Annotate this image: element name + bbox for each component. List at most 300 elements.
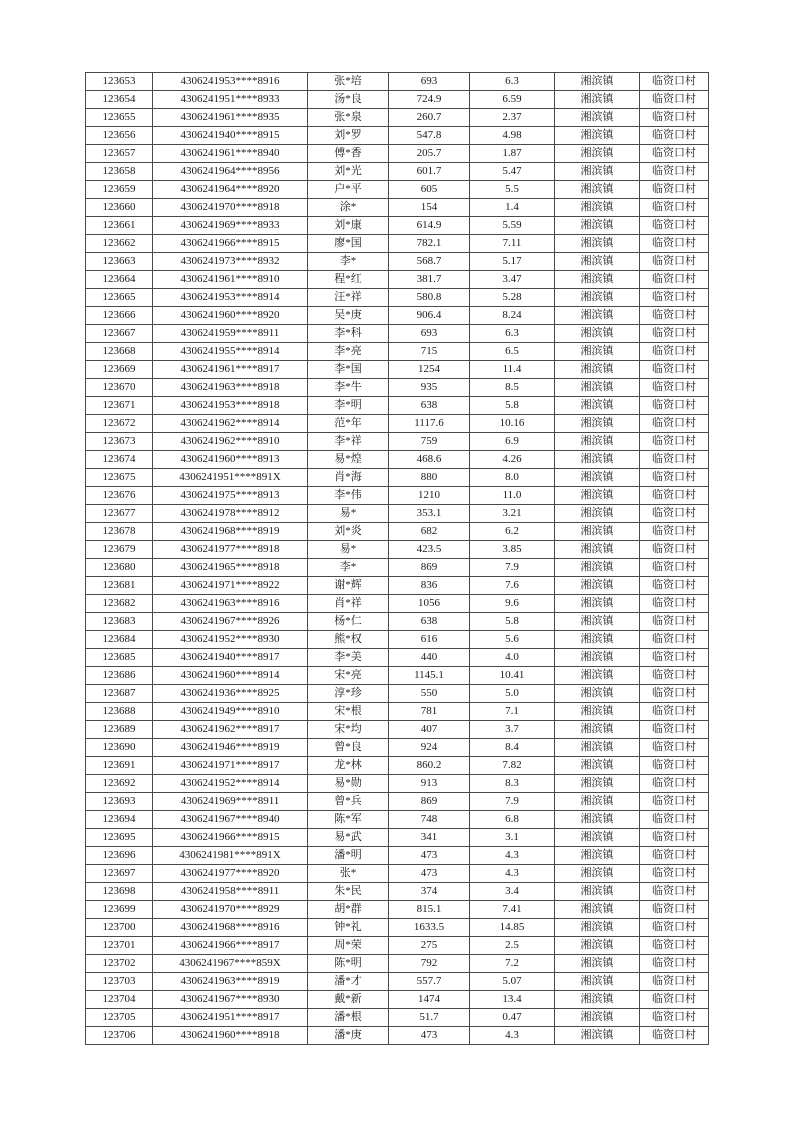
- cell-village: 临资口村: [640, 703, 709, 721]
- cell-amount: 1633.5: [389, 919, 470, 937]
- cell-name: 易*勋: [308, 775, 389, 793]
- cell-name: 易*武: [308, 829, 389, 847]
- cell-town: 湘滨镇: [555, 757, 640, 775]
- cell-serial: 123682: [86, 595, 153, 613]
- cell-village: 临资口村: [640, 577, 709, 595]
- cell-name: 曾*兵: [308, 793, 389, 811]
- cell-town: 湘滨镇: [555, 775, 640, 793]
- cell-village: 临资口村: [640, 721, 709, 739]
- cell-amount: 1254: [389, 361, 470, 379]
- cell-amount: 715: [389, 343, 470, 361]
- cell-amount: 605: [389, 181, 470, 199]
- cell-name: 李*美: [308, 649, 389, 667]
- cell-town: 湘滨镇: [555, 235, 640, 253]
- cell-id-number: 4306241963****8919: [153, 973, 308, 991]
- cell-name: 涂*: [308, 199, 389, 217]
- cell-town: 湘滨镇: [555, 541, 640, 559]
- cell-area: 5.8: [470, 613, 555, 631]
- cell-amount: 748: [389, 811, 470, 829]
- cell-area: 9.6: [470, 595, 555, 613]
- cell-id-number: 4306241953****8916: [153, 73, 308, 91]
- cell-serial: 123705: [86, 1009, 153, 1027]
- cell-id-number: 4306241959****8911: [153, 325, 308, 343]
- cell-amount: 913: [389, 775, 470, 793]
- table-row: [86, 1009, 709, 1027]
- cell-area: 11.0: [470, 487, 555, 505]
- cell-id-number: 4306241951****891X: [153, 469, 308, 487]
- cell-id-number: 4306241981****891X: [153, 847, 308, 865]
- cell-town: 湘滨镇: [555, 415, 640, 433]
- cell-amount: 693: [389, 73, 470, 91]
- cell-area: 10.41: [470, 667, 555, 685]
- cell-town: 湘滨镇: [555, 253, 640, 271]
- cell-id-number: 4306241966****8915: [153, 235, 308, 253]
- cell-area: 14.85: [470, 919, 555, 937]
- cell-area: 4.26: [470, 451, 555, 469]
- cell-town: 湘滨镇: [555, 91, 640, 109]
- cell-name: 宋*亮: [308, 667, 389, 685]
- cell-town: 湘滨镇: [555, 325, 640, 343]
- cell-serial: 123686: [86, 667, 153, 685]
- cell-serial: 123656: [86, 127, 153, 145]
- cell-town: 湘滨镇: [555, 721, 640, 739]
- cell-village: 临资口村: [640, 631, 709, 649]
- cell-id-number: 4306241977****8920: [153, 865, 308, 883]
- table-row: [86, 487, 709, 505]
- cell-town: 湘滨镇: [555, 73, 640, 91]
- cell-id-number: 4306241964****8956: [153, 163, 308, 181]
- cell-serial: 123668: [86, 343, 153, 361]
- cell-id-number: 4306241963****8918: [153, 379, 308, 397]
- cell-amount: 1210: [389, 487, 470, 505]
- cell-name: 李*牛: [308, 379, 389, 397]
- cell-id-number: 4306241961****8940: [153, 145, 308, 163]
- cell-serial: 123658: [86, 163, 153, 181]
- table-row: [86, 847, 709, 865]
- cell-serial: 123663: [86, 253, 153, 271]
- cell-area: 7.9: [470, 559, 555, 577]
- cell-amount: 782.1: [389, 235, 470, 253]
- cell-id-number: 4306241962****8914: [153, 415, 308, 433]
- cell-area: 8.5: [470, 379, 555, 397]
- subsidy-table: [85, 72, 709, 1045]
- cell-area: 7.41: [470, 901, 555, 919]
- cell-amount: 341: [389, 829, 470, 847]
- cell-id-number: 4306241967****8926: [153, 613, 308, 631]
- cell-serial: 123693: [86, 793, 153, 811]
- cell-amount: 1117.6: [389, 415, 470, 433]
- table-row: [86, 703, 709, 721]
- cell-area: 4.3: [470, 847, 555, 865]
- cell-id-number: 4306241960****8913: [153, 451, 308, 469]
- cell-village: 临资口村: [640, 649, 709, 667]
- cell-amount: 638: [389, 613, 470, 631]
- table-row: [86, 505, 709, 523]
- cell-area: 7.11: [470, 235, 555, 253]
- cell-town: 湘滨镇: [555, 451, 640, 469]
- cell-serial: 123659: [86, 181, 153, 199]
- cell-amount: 547.8: [389, 127, 470, 145]
- cell-name: 张*泉: [308, 109, 389, 127]
- cell-serial: 123678: [86, 523, 153, 541]
- cell-name: 吴*庚: [308, 307, 389, 325]
- cell-serial: 123684: [86, 631, 153, 649]
- cell-serial: 123676: [86, 487, 153, 505]
- cell-id-number: 4306241977****8918: [153, 541, 308, 559]
- cell-area: 4.3: [470, 1027, 555, 1045]
- cell-village: 临资口村: [640, 991, 709, 1009]
- cell-village: 临资口村: [640, 793, 709, 811]
- cell-id-number: 4306241940****8915: [153, 127, 308, 145]
- cell-id-number: 4306241970****8918: [153, 199, 308, 217]
- cell-village: 临资口村: [640, 865, 709, 883]
- cell-village: 临资口村: [640, 775, 709, 793]
- cell-serial: 123703: [86, 973, 153, 991]
- cell-name: 李*: [308, 253, 389, 271]
- cell-name: 谢*辉: [308, 577, 389, 595]
- table-row: [86, 181, 709, 199]
- cell-amount: 473: [389, 847, 470, 865]
- cell-amount: 614.9: [389, 217, 470, 235]
- cell-town: 湘滨镇: [555, 955, 640, 973]
- cell-id-number: 4306241946****8919: [153, 739, 308, 757]
- cell-id-number: 4306241961****8910: [153, 271, 308, 289]
- table-row: [86, 163, 709, 181]
- table-row: [86, 343, 709, 361]
- cell-town: 湘滨镇: [555, 199, 640, 217]
- cell-amount: 473: [389, 1027, 470, 1045]
- cell-village: 临资口村: [640, 757, 709, 775]
- cell-serial: 123695: [86, 829, 153, 847]
- cell-id-number: 4306241949****8910: [153, 703, 308, 721]
- cell-village: 临资口村: [640, 829, 709, 847]
- cell-area: 1.87: [470, 145, 555, 163]
- cell-town: 湘滨镇: [555, 811, 640, 829]
- cell-serial: 123677: [86, 505, 153, 523]
- cell-area: 8.4: [470, 739, 555, 757]
- table-row: [86, 289, 709, 307]
- cell-village: 临资口村: [640, 613, 709, 631]
- table-row: [86, 451, 709, 469]
- cell-amount: 869: [389, 793, 470, 811]
- cell-id-number: 4306241960****8920: [153, 307, 308, 325]
- cell-amount: 693: [389, 325, 470, 343]
- cell-serial: 123704: [86, 991, 153, 1009]
- cell-amount: 601.7: [389, 163, 470, 181]
- cell-town: 湘滨镇: [555, 739, 640, 757]
- cell-name: 刘*康: [308, 217, 389, 235]
- cell-id-number: 4306241966****8915: [153, 829, 308, 847]
- cell-village: 临资口村: [640, 109, 709, 127]
- cell-town: 湘滨镇: [555, 973, 640, 991]
- cell-name: 汪*祥: [308, 289, 389, 307]
- cell-village: 临资口村: [640, 91, 709, 109]
- cell-serial: 123702: [86, 955, 153, 973]
- cell-serial: 123689: [86, 721, 153, 739]
- cell-village: 临资口村: [640, 145, 709, 163]
- table-row: [86, 883, 709, 901]
- cell-id-number: 4306241955****8914: [153, 343, 308, 361]
- cell-serial: 123661: [86, 217, 153, 235]
- table-row: [86, 127, 709, 145]
- cell-serial: 123697: [86, 865, 153, 883]
- cell-name: 周*荣: [308, 937, 389, 955]
- cell-serial: 123701: [86, 937, 153, 955]
- cell-area: 7.2: [470, 955, 555, 973]
- cell-name: 潘*根: [308, 1009, 389, 1027]
- cell-name: 朱*民: [308, 883, 389, 901]
- cell-town: 湘滨镇: [555, 523, 640, 541]
- cell-serial: 123696: [86, 847, 153, 865]
- cell-serial: 123683: [86, 613, 153, 631]
- cell-town: 湘滨镇: [555, 307, 640, 325]
- cell-name: 刘*炎: [308, 523, 389, 541]
- cell-town: 湘滨镇: [555, 217, 640, 235]
- cell-area: 4.3: [470, 865, 555, 883]
- cell-village: 临资口村: [640, 667, 709, 685]
- cell-town: 湘滨镇: [555, 865, 640, 883]
- cell-area: 6.2: [470, 523, 555, 541]
- cell-amount: 473: [389, 865, 470, 883]
- cell-name: 易*: [308, 505, 389, 523]
- cell-amount: 924: [389, 739, 470, 757]
- cell-serial: 123698: [86, 883, 153, 901]
- cell-amount: 724.9: [389, 91, 470, 109]
- cell-amount: 51.7: [389, 1009, 470, 1027]
- table-row: [86, 919, 709, 937]
- table-row: [86, 955, 709, 973]
- cell-id-number: 4306241964****8920: [153, 181, 308, 199]
- cell-town: 湘滨镇: [555, 937, 640, 955]
- table-row: [86, 415, 709, 433]
- cell-name: 钟*礼: [308, 919, 389, 937]
- cell-town: 湘滨镇: [555, 433, 640, 451]
- cell-town: 湘滨镇: [555, 379, 640, 397]
- cell-id-number: 4306241951****8917: [153, 1009, 308, 1027]
- table-row: [86, 721, 709, 739]
- cell-area: 3.21: [470, 505, 555, 523]
- cell-area: 7.1: [470, 703, 555, 721]
- cell-id-number: 4306241951****8933: [153, 91, 308, 109]
- table-row: [86, 253, 709, 271]
- cell-id-number: 4306241969****8911: [153, 793, 308, 811]
- cell-town: 湘滨镇: [555, 109, 640, 127]
- cell-village: 临资口村: [640, 739, 709, 757]
- cell-id-number: 4306241967****8940: [153, 811, 308, 829]
- table-row: [86, 559, 709, 577]
- cell-amount: 1145.1: [389, 667, 470, 685]
- cell-town: 湘滨镇: [555, 649, 640, 667]
- cell-amount: 468.6: [389, 451, 470, 469]
- table-row: [86, 901, 709, 919]
- cell-name: 陈*军: [308, 811, 389, 829]
- cell-serial: 123675: [86, 469, 153, 487]
- cell-name: 淳*珍: [308, 685, 389, 703]
- cell-amount: 374: [389, 883, 470, 901]
- cell-town: 湘滨镇: [555, 163, 640, 181]
- cell-amount: 407: [389, 721, 470, 739]
- cell-village: 临资口村: [640, 397, 709, 415]
- cell-area: 6.9: [470, 433, 555, 451]
- cell-serial: 123660: [86, 199, 153, 217]
- cell-town: 湘滨镇: [555, 991, 640, 1009]
- cell-name: 张*: [308, 865, 389, 883]
- cell-village: 临资口村: [640, 685, 709, 703]
- cell-town: 湘滨镇: [555, 343, 640, 361]
- cell-village: 临资口村: [640, 73, 709, 91]
- cell-area: 13.4: [470, 991, 555, 1009]
- cell-town: 湘滨镇: [555, 289, 640, 307]
- table-body: [86, 73, 709, 1045]
- cell-village: 临资口村: [640, 973, 709, 991]
- cell-area: 5.6: [470, 631, 555, 649]
- cell-village: 临资口村: [640, 181, 709, 199]
- cell-id-number: 4306241940****8917: [153, 649, 308, 667]
- cell-id-number: 4306241952****8930: [153, 631, 308, 649]
- cell-area: 3.85: [470, 541, 555, 559]
- cell-village: 临资口村: [640, 541, 709, 559]
- table-row: [86, 145, 709, 163]
- cell-amount: 275: [389, 937, 470, 955]
- cell-serial: 123681: [86, 577, 153, 595]
- cell-town: 湘滨镇: [555, 631, 640, 649]
- cell-serial: 123653: [86, 73, 153, 91]
- cell-name: 李*伟: [308, 487, 389, 505]
- cell-town: 湘滨镇: [555, 397, 640, 415]
- cell-amount: 1056: [389, 595, 470, 613]
- cell-serial: 123700: [86, 919, 153, 937]
- cell-village: 临资口村: [640, 1027, 709, 1045]
- cell-village: 临资口村: [640, 343, 709, 361]
- cell-id-number: 4306241936****8925: [153, 685, 308, 703]
- cell-name: 刘*光: [308, 163, 389, 181]
- cell-area: 4.0: [470, 649, 555, 667]
- cell-amount: 381.7: [389, 271, 470, 289]
- cell-name: 李*科: [308, 325, 389, 343]
- cell-name: 范*年: [308, 415, 389, 433]
- cell-serial: 123673: [86, 433, 153, 451]
- cell-name: 易*煌: [308, 451, 389, 469]
- cell-id-number: 4306241968****8919: [153, 523, 308, 541]
- cell-amount: 860.2: [389, 757, 470, 775]
- table-row: [86, 433, 709, 451]
- table-row: [86, 631, 709, 649]
- cell-id-number: 4306241966****8917: [153, 937, 308, 955]
- cell-id-number: 4306241961****8917: [153, 361, 308, 379]
- cell-amount: 836: [389, 577, 470, 595]
- cell-area: 3.1: [470, 829, 555, 847]
- cell-village: 临资口村: [640, 325, 709, 343]
- cell-village: 临资口村: [640, 883, 709, 901]
- cell-serial: 123691: [86, 757, 153, 775]
- cell-serial: 123694: [86, 811, 153, 829]
- cell-area: 3.47: [470, 271, 555, 289]
- cell-village: 临资口村: [640, 487, 709, 505]
- cell-area: 7.9: [470, 793, 555, 811]
- cell-village: 临资口村: [640, 253, 709, 271]
- cell-town: 湘滨镇: [555, 919, 640, 937]
- cell-id-number: 4306241953****8914: [153, 289, 308, 307]
- cell-area: 4.98: [470, 127, 555, 145]
- cell-town: 湘滨镇: [555, 361, 640, 379]
- cell-area: 7.82: [470, 757, 555, 775]
- cell-name: 杨*仁: [308, 613, 389, 631]
- cell-serial: 123672: [86, 415, 153, 433]
- cell-village: 临资口村: [640, 379, 709, 397]
- cell-village: 临资口村: [640, 919, 709, 937]
- cell-amount: 557.7: [389, 973, 470, 991]
- table-row: [86, 739, 709, 757]
- cell-name: 李*亮: [308, 343, 389, 361]
- cell-serial: 123688: [86, 703, 153, 721]
- cell-area: 10.16: [470, 415, 555, 433]
- cell-village: 临资口村: [640, 505, 709, 523]
- cell-name: 宋*均: [308, 721, 389, 739]
- table-row: [86, 235, 709, 253]
- table-row: [86, 217, 709, 235]
- table-row: [86, 271, 709, 289]
- cell-village: 临资口村: [640, 901, 709, 919]
- cell-name: 潘*明: [308, 847, 389, 865]
- cell-area: 6.3: [470, 73, 555, 91]
- cell-area: 6.8: [470, 811, 555, 829]
- cell-town: 湘滨镇: [555, 667, 640, 685]
- cell-id-number: 4306241961****8935: [153, 109, 308, 127]
- cell-village: 临资口村: [640, 559, 709, 577]
- cell-id-number: 4306241973****8932: [153, 253, 308, 271]
- cell-name: 户*平: [308, 181, 389, 199]
- cell-town: 湘滨镇: [555, 505, 640, 523]
- cell-name: 潘*才: [308, 973, 389, 991]
- cell-name: 熊*权: [308, 631, 389, 649]
- cell-name: 曾*良: [308, 739, 389, 757]
- table-row: [86, 685, 709, 703]
- cell-serial: 123685: [86, 649, 153, 667]
- cell-name: 程*红: [308, 271, 389, 289]
- table-row: [86, 865, 709, 883]
- cell-amount: 792: [389, 955, 470, 973]
- cell-serial: 123667: [86, 325, 153, 343]
- cell-name: 肖*祥: [308, 595, 389, 613]
- cell-id-number: 4306241970****8929: [153, 901, 308, 919]
- cell-area: 5.0: [470, 685, 555, 703]
- table-row: [86, 757, 709, 775]
- cell-village: 临资口村: [640, 163, 709, 181]
- cell-serial: 123687: [86, 685, 153, 703]
- table-row: [86, 91, 709, 109]
- cell-amount: 568.7: [389, 253, 470, 271]
- table-row: [86, 829, 709, 847]
- cell-serial: 123657: [86, 145, 153, 163]
- cell-area: 6.5: [470, 343, 555, 361]
- table-row: [86, 1027, 709, 1045]
- cell-name: 戴*新: [308, 991, 389, 1009]
- cell-village: 临资口村: [640, 235, 709, 253]
- cell-serial: 123671: [86, 397, 153, 415]
- cell-id-number: 4306241971****8922: [153, 577, 308, 595]
- cell-town: 湘滨镇: [555, 469, 640, 487]
- cell-village: 临资口村: [640, 469, 709, 487]
- cell-id-number: 4306241953****8918: [153, 397, 308, 415]
- cell-amount: 906.4: [389, 307, 470, 325]
- cell-area: 3.7: [470, 721, 555, 739]
- cell-name: 李*明: [308, 397, 389, 415]
- cell-town: 湘滨镇: [555, 487, 640, 505]
- table-row: [86, 379, 709, 397]
- cell-serial: 123654: [86, 91, 153, 109]
- cell-amount: 616: [389, 631, 470, 649]
- cell-village: 临资口村: [640, 361, 709, 379]
